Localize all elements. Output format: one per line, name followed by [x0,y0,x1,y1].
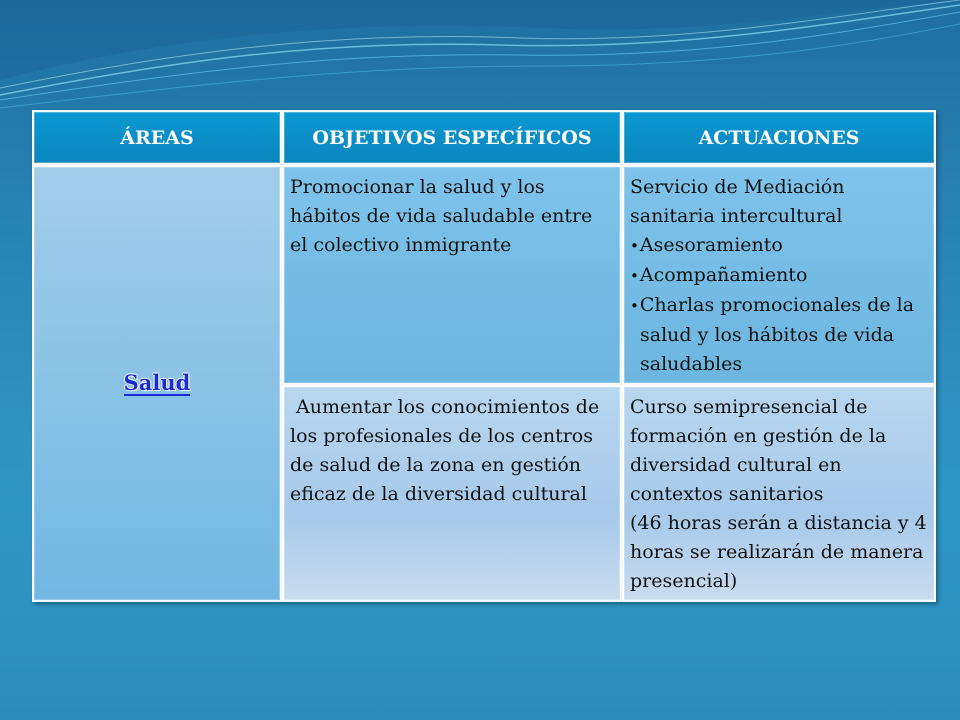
action-bullet-list [630,231,928,379]
header-areas: ÁREAS [32,110,282,165]
list-item: • Acompañamiento [630,261,928,291]
area-cell [32,165,282,602]
action-intro: Servicio de Mediación sanitaria intercultural [630,176,845,227]
objective-text: Aumentar los conocimientos de los profesionales de los centros de salud de la zona en gestión eficaz de la diversidad cultural [290,396,606,505]
objective-cell [282,165,622,385]
header-actuaciones: ACTUACIONES [622,110,936,165]
action-cell [622,385,936,602]
objective-text: Promocionar la salud y los hábitos de vida saludable entre el colectivo inmigrante [290,176,593,256]
list-item: • Asesoramiento [630,231,928,261]
objective-cell [282,385,622,602]
area-label: Salud [123,369,191,395]
action-note: (46 horas serán a distancia y 4 horas se realizarán de manera presencial) [630,512,927,592]
areas-table [32,110,936,602]
list-item: • Charlas promocionales de la salud y los hábitos de vida saludables [630,291,928,379]
action-intro: Curso semipresencial de formación en gestión de la diversidad cultural en contextos sanitarios [630,396,887,505]
action-cell [622,165,936,385]
table-row [32,165,936,385]
header-row [32,110,936,165]
header-objetivos: OBJETIVOS ESPECÍFICOS [282,110,622,165]
